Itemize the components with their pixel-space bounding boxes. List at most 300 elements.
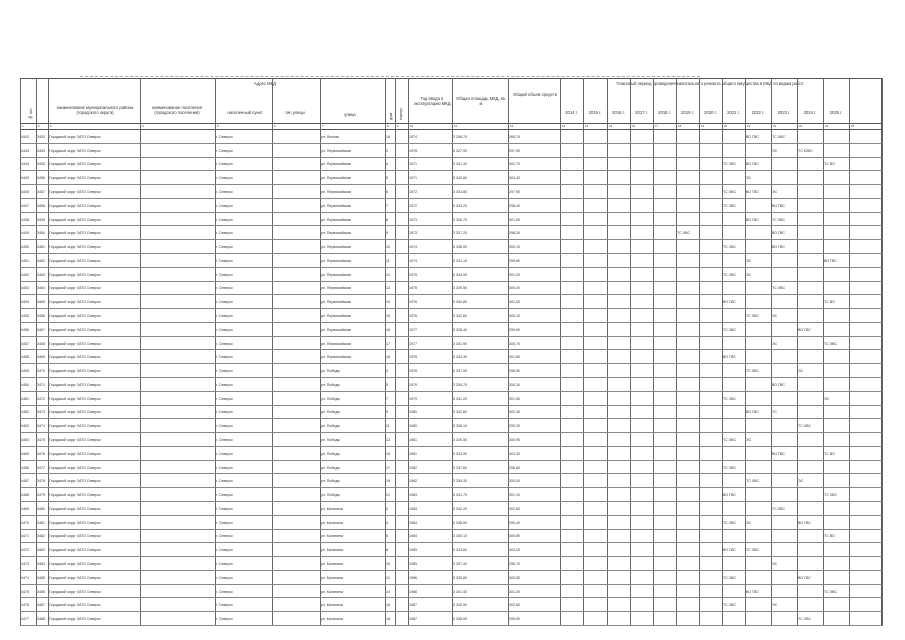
row-number: 4470: [21, 520, 29, 525]
row-street: ул. Первомайская: [321, 176, 352, 181]
row-cost: 299,60: [509, 327, 520, 332]
row-locality: г. Северск: [216, 465, 233, 470]
row-year: 1972: [409, 203, 417, 208]
row-cost: 300,50: [509, 575, 520, 580]
row-number: 4472: [21, 548, 29, 553]
row-municipal: Городской округ ЗАТО Северск: [49, 300, 101, 305]
year-header: 2015 г.: [588, 110, 602, 115]
row-id: 3487: [37, 603, 45, 608]
row-year: 1983: [409, 493, 417, 498]
row-municipal: Городской округ ЗАТО Северск: [49, 410, 101, 415]
row-locality: г. Северск: [216, 437, 233, 442]
row-municipal: Городской округ ЗАТО Северск: [49, 575, 101, 580]
row-street: ул. Первомайская: [321, 203, 352, 208]
column-number: 18: [678, 124, 682, 128]
row-year: 1973: [409, 231, 417, 236]
row-year: 1971: [409, 176, 417, 181]
row-area: 3 341,90: [453, 341, 467, 346]
row-plan-cell: ТС ХВС: [723, 603, 737, 608]
row-house: 14: [386, 300, 390, 305]
row-cost: 302,70: [509, 162, 520, 167]
column-line: [882, 78, 883, 626]
row-cost: 298,40: [509, 203, 520, 208]
row-year: 1981: [409, 437, 417, 442]
table-row: [20, 226, 882, 240]
row-street: ул. Первомайская: [321, 341, 352, 346]
table-row: [20, 268, 882, 282]
table-row: [20, 130, 882, 144]
row-cost: 302,00: [509, 300, 520, 305]
row-year: 1984: [409, 534, 417, 539]
column-number: 25: [851, 124, 855, 128]
column-number: 5: [217, 124, 219, 128]
table-row: [20, 598, 882, 612]
row-plan-cell: ЭС: [746, 272, 752, 277]
row-number: 4460: [21, 382, 29, 387]
row-cost: 300,30: [509, 382, 520, 387]
column-number: 15: [609, 124, 613, 128]
row-municipal: Городской округ ЗАТО Северск: [49, 245, 101, 250]
row-area: 3 340,60: [453, 176, 467, 181]
row-year: 1979: [409, 396, 417, 401]
row-year: 1974: [409, 245, 417, 250]
row-year: 1974: [409, 134, 417, 139]
row-year: 1977: [409, 327, 417, 332]
row-plan-cell: ТС ХВС: [723, 272, 737, 277]
row-year: 1972: [409, 189, 417, 194]
row-id: 3477: [37, 465, 45, 470]
row-number: 4466: [21, 465, 29, 470]
row-house: 21: [386, 493, 390, 498]
row-year: 1973: [409, 217, 417, 222]
row-area: 3 338,50: [453, 520, 467, 525]
row-house: 6: [386, 189, 388, 194]
row-number: 4473: [21, 561, 29, 566]
row-id: 3453: [37, 134, 45, 139]
row-area: 3 341,10: [453, 258, 467, 263]
row-street: ул. Первомайская: [321, 300, 352, 305]
table-row: [20, 350, 882, 364]
row-house: 18: [386, 617, 390, 622]
column-number: 22: [773, 124, 777, 128]
row-plan-cell: ЭС: [772, 341, 778, 346]
row-number: 4442: [21, 134, 29, 139]
row-municipal: Городской округ ЗАТО Северск: [49, 217, 101, 222]
row-house: 13: [386, 286, 390, 291]
row-area: 3 337,40: [453, 561, 467, 566]
row-plan-cell: ВО ГВС: [798, 327, 811, 332]
year-header: 2023 г.: [777, 110, 791, 115]
row-year: 1971: [409, 162, 417, 167]
row-year: 1987: [409, 603, 417, 608]
row-house: 15: [386, 313, 390, 318]
row-plan-cell: ТС ХВС: [746, 313, 760, 318]
row-number: 4443: [21, 148, 29, 153]
row-house: 15: [386, 451, 390, 456]
row-number: 4469: [21, 506, 29, 511]
row-locality: г. Северск: [216, 258, 233, 263]
row-plan-cell: ВО ГВС: [723, 493, 736, 498]
row-plan-cell: ТС ХВС: [798, 617, 812, 622]
row-municipal: Городской округ ЗАТО Северск: [49, 231, 101, 236]
row-area: 3 342,90: [453, 603, 467, 608]
row-house: 5: [386, 382, 388, 387]
row-plan-cell: ВО ГВС: [772, 203, 785, 208]
row-house: 4: [386, 162, 388, 167]
table-row: [20, 254, 882, 268]
column-number: 2: [38, 124, 40, 128]
row-plan-cell: ЭС: [772, 313, 778, 318]
row-street: ул. Калинина: [321, 506, 343, 511]
row-plan-cell: ТС ХВС: [723, 520, 737, 525]
row-area: 3 339,80: [453, 575, 467, 580]
row-plan-cell: ЭС: [824, 396, 830, 401]
row-municipal: Городской округ ЗАТО Северск: [49, 396, 101, 401]
row-municipal: Городской округ ЗАТО Северск: [49, 424, 101, 429]
row-number: 4462: [21, 410, 29, 415]
year-header: 2014 г.: [565, 110, 578, 115]
row-locality: г. Северск: [216, 369, 233, 374]
row-cost: 303,40: [509, 176, 520, 181]
row-municipal: Городской округ ЗАТО Северск: [49, 589, 101, 594]
row-municipal: Городской округ ЗАТО Северск: [49, 272, 101, 277]
row-plan-cell: ЭС: [746, 520, 752, 525]
header-col-municipal: наименование муниципального района (городского округа): [56, 105, 134, 115]
row-house: 16: [386, 603, 390, 608]
year-header: 2016 г.: [612, 110, 625, 115]
row-id: 3482: [37, 534, 45, 539]
row-plan-cell: ВО ГВС: [723, 548, 736, 553]
row-municipal: Городской округ ЗАТО Северск: [49, 341, 101, 346]
row-plan-cell: ТС ХВС: [723, 245, 737, 250]
row-locality: г. Северск: [216, 231, 233, 236]
column-number: 13: [562, 124, 566, 128]
row-year: 1985: [409, 548, 417, 553]
column-number: 9: [397, 124, 399, 128]
row-id: 3461: [37, 245, 45, 250]
row-year: 1979: [409, 382, 417, 387]
row-cost: 300,90: [509, 437, 520, 442]
row-year: 1980: [409, 410, 417, 415]
table-row: [20, 461, 882, 475]
row-id: 3480: [37, 506, 45, 511]
column-number: 6: [274, 124, 276, 128]
row-house: 17: [386, 465, 390, 470]
row-area: 3 339,50: [453, 286, 467, 291]
row-municipal: Городской округ ЗАТО Северск: [49, 548, 101, 553]
row-cost: 299,40: [509, 520, 520, 525]
row-house: 18: [386, 355, 390, 360]
row-house: 14: [386, 589, 390, 594]
row-plan-cell: ВО ГВС: [723, 300, 736, 305]
row-street: ул. Победы: [321, 465, 341, 470]
row-house: 9: [386, 231, 388, 236]
header-scribble-line: [80, 76, 700, 77]
row-street: ул. Победы: [321, 410, 341, 415]
row-plan-cell: ТС: [772, 410, 777, 415]
row-plan-cell: ВО ГВС: [746, 134, 759, 139]
row-number: 4449: [21, 231, 29, 236]
row-id: 3460: [37, 231, 45, 236]
row-plan-cell: ТС ХВС: [723, 437, 737, 442]
row-cost: 303,10: [509, 313, 520, 318]
row-house: 8: [386, 217, 388, 222]
row-id: 3484: [37, 561, 45, 566]
row-street: ул. Первомайская: [321, 231, 352, 236]
row-plan-cell: ТС ВО: [824, 534, 835, 539]
table-row: [20, 433, 882, 447]
row-municipal: Городской округ ЗАТО Северск: [49, 465, 101, 470]
row-cost: 302,80: [509, 603, 520, 608]
row-area: 3 341,70: [453, 493, 467, 498]
row-year: 1978: [409, 355, 417, 360]
header-col-year: Год ввода в эксплуатацию МКД: [413, 96, 451, 106]
table-row: [20, 516, 882, 530]
table-row: [20, 488, 882, 502]
row-municipal: Городской округ ЗАТО Северск: [49, 451, 101, 456]
row-plan-cell: ТС ХВС: [772, 134, 786, 139]
row-number: 4454: [21, 300, 29, 305]
row-number: 4459: [21, 369, 29, 374]
row-locality: г. Северск: [216, 134, 233, 139]
row-street: ул. Первомайская: [321, 189, 352, 194]
row-street: ул. Калинина: [321, 520, 343, 525]
row-locality: г. Северск: [216, 245, 233, 250]
row-year: 1974: [409, 258, 417, 263]
row-id: 3459: [37, 217, 45, 222]
row-area: 3 343,90: [453, 451, 467, 456]
row-number: 4467: [21, 479, 29, 484]
row-plan-cell: ВО ГВС: [772, 231, 785, 236]
row-plan-cell: ТС ХВС: [772, 506, 786, 511]
row-locality: г. Северск: [216, 520, 233, 525]
row-municipal: Городской округ ЗАТО Северск: [49, 176, 101, 181]
table-row: [20, 502, 882, 516]
row-area: 3 338,10: [453, 424, 467, 429]
row-id: 3467: [37, 327, 45, 332]
row-area: 3 342,80: [453, 410, 467, 415]
row-plan-cell: ЭС: [746, 258, 752, 263]
row-number: 4447: [21, 203, 29, 208]
row-area: 3 341,40: [453, 589, 467, 594]
row-plan-cell: ВО ГВС: [798, 520, 811, 525]
row-locality: г. Северск: [216, 286, 233, 291]
row-plan-cell: ТС ХВС: [772, 286, 786, 291]
table-row: [20, 419, 882, 433]
row-area: 3 336,70: [453, 217, 467, 222]
row-number: 4477: [21, 617, 29, 622]
row-cost: 297,90: [509, 148, 520, 153]
row-plan-cell: ТС ХВС: [677, 231, 691, 236]
row-area: 3 339,30: [453, 479, 467, 484]
row-number: 4450: [21, 245, 29, 250]
year-header: 2017 г.: [635, 110, 648, 115]
row-municipal: Городской округ ЗАТО Северск: [49, 134, 101, 139]
row-year: 1981: [409, 451, 417, 456]
column-number: 20: [724, 124, 728, 128]
header-col-cost: Общий объем средств: [513, 92, 557, 97]
row-id: 3481: [37, 520, 45, 525]
row-id: 3476: [37, 451, 45, 456]
row-locality: г. Северск: [216, 327, 233, 332]
row-municipal: Городской округ ЗАТО Северск: [49, 534, 101, 539]
row-number: 4451: [21, 258, 29, 263]
row-year: 1982: [409, 465, 417, 470]
row-id: 3479: [37, 493, 45, 498]
table-row: [20, 144, 882, 158]
row-number: 4452: [21, 272, 29, 277]
row-municipal: Городской округ ЗАТО Северск: [49, 493, 101, 498]
row-id: 3462: [37, 258, 45, 263]
table-row: [20, 158, 882, 172]
row-id: 3485: [37, 575, 45, 580]
row-id: 3471: [37, 382, 45, 387]
row-street: ул. Победы: [321, 451, 341, 456]
row-plan-cell: ТС ХВС: [824, 493, 838, 498]
row-id: 3457: [37, 189, 45, 194]
row-locality: г. Северск: [216, 162, 233, 167]
row-number: 4455: [21, 313, 29, 318]
row-street: ул. Первомайская: [321, 258, 352, 263]
row-house: 11: [386, 258, 390, 263]
row-year: 1976: [409, 313, 417, 318]
row-year: 1984: [409, 520, 417, 525]
row-street: ул. Победы: [321, 493, 341, 498]
row-house: 5: [386, 176, 388, 181]
row-locality: г. Северск: [216, 217, 233, 222]
row-plan-cell: ТС ХВС: [723, 327, 737, 332]
row-cost: 301,30: [509, 589, 520, 594]
column-number: 14: [585, 124, 589, 128]
row-cost: 299,20: [509, 424, 520, 429]
table-row: [20, 309, 882, 323]
year-header: 2018 г.: [658, 110, 671, 115]
row-plan-cell: ТС ХВС: [723, 189, 737, 194]
row-street: ул. Первомайская: [321, 245, 352, 250]
row-cost: 299,00: [509, 617, 520, 622]
row-year: 1983: [409, 506, 417, 511]
row-number: 4448: [21, 217, 29, 222]
row-number: 4446: [21, 189, 29, 194]
row-id: 3463: [37, 272, 45, 277]
row-locality: г. Северск: [216, 603, 233, 608]
header-col-settlement: наименование поселения (городского поселения): [151, 105, 203, 115]
row-plan-cell: ТС ВО: [824, 162, 835, 167]
row-municipal: Городской округ ЗАТО Северск: [49, 617, 101, 622]
row-plan-cell: ТС ХВС: [723, 575, 737, 580]
row-locality: г. Северск: [216, 176, 233, 181]
row-locality: г. Северск: [216, 272, 233, 277]
row-cost: 303,30: [509, 451, 520, 456]
row-area: 3 296,70: [453, 134, 467, 139]
row-locality: г. Северск: [216, 396, 233, 401]
row-street: ул. Победы: [321, 369, 341, 374]
header-col-street-type: тип улицы: [285, 110, 305, 115]
column-number: 19: [701, 124, 705, 128]
row-plan-cell: ТС ХВС: [723, 396, 737, 401]
row-number: 4445: [21, 176, 29, 181]
row-street: ул. Калинина: [321, 534, 343, 539]
row-locality: г. Северск: [216, 203, 233, 208]
row-municipal: Городской округ ЗАТО Северск: [49, 286, 101, 291]
row-area: 3 334,80: [453, 189, 467, 194]
row-locality: г. Северск: [216, 341, 233, 346]
row-plan-cell: ТС ХВС: [772, 217, 786, 222]
row-locality: г. Северск: [216, 313, 233, 318]
row-plan-cell: ВО ГВС: [772, 451, 785, 456]
row-street: ул. Калинина: [321, 561, 343, 566]
row-locality: г. Северск: [216, 575, 233, 580]
row-municipal: Городской округ ЗАТО Северск: [49, 355, 101, 360]
row-plan-cell: ТС ХВС: [723, 465, 737, 470]
row-id: 3470: [37, 369, 45, 374]
row-house: 16: [386, 134, 390, 139]
table-row: [20, 171, 882, 185]
row-area: 3 343,60: [453, 548, 467, 553]
header-col-no: № п/п: [28, 108, 33, 120]
year-header: 2019 г.: [681, 110, 694, 115]
table-row: [20, 571, 882, 585]
table-row: [20, 282, 882, 296]
row-house: 19: [386, 479, 390, 484]
row-id: 3473: [37, 410, 45, 415]
row-cost: 300,80: [509, 534, 520, 539]
row-locality: г. Северск: [216, 424, 233, 429]
row-street: ул. Первомайская: [321, 355, 352, 360]
row-id: 3469: [37, 355, 45, 360]
row-number: 4476: [21, 603, 29, 608]
row-cost: 298,90: [509, 369, 520, 374]
row-house: 2: [386, 506, 388, 511]
row-municipal: Городской округ ЗАТО Северск: [49, 162, 101, 167]
row-locality: г. Северск: [216, 479, 233, 484]
column-number: 24: [825, 124, 829, 128]
row-plan-cell: ТС ХВС: [723, 203, 737, 208]
row-municipal: Городской округ ЗАТО Северск: [49, 520, 101, 525]
row-plan-cell: ВО ГВС: [772, 245, 785, 250]
row-id: 3486: [37, 589, 45, 594]
column-number: 10: [410, 124, 414, 128]
row-house: 12: [386, 272, 390, 277]
row-cost: 301,10: [509, 493, 520, 498]
row-year: 1976: [409, 300, 417, 305]
table-row: [20, 392, 882, 406]
row-plan-cell: ВО ГВС: [746, 410, 759, 415]
row-house: 8: [386, 548, 388, 553]
row-house: 10: [386, 245, 390, 250]
column-number: 8: [387, 124, 389, 128]
row-id: 3456: [37, 176, 45, 181]
row-cost: 297,90: [509, 189, 520, 194]
row-municipal: Городской округ ЗАТО Северск: [49, 561, 101, 566]
row-plan-cell: ТС ХВС: [746, 479, 760, 484]
row-number: 4475: [21, 589, 29, 594]
table-row: [20, 337, 882, 351]
row-area: 3 342,60: [453, 313, 467, 318]
table-row: [20, 585, 882, 599]
table-row: [20, 406, 882, 420]
row-plan-cell: ВО ГВС: [824, 258, 837, 263]
row-house: 4: [386, 520, 388, 525]
row-year: 1978: [409, 369, 417, 374]
row-locality: г. Северск: [216, 410, 233, 415]
row-area: 3 340,10: [453, 534, 467, 539]
row-municipal: Городской округ ЗАТО Северск: [49, 506, 101, 511]
year-header: 2024 г.: [803, 110, 817, 115]
row-municipal: Городской округ ЗАТО Северск: [49, 603, 101, 608]
row-area: 3 341,30: [453, 162, 467, 167]
row-street: ул. Первомайская: [321, 327, 352, 332]
